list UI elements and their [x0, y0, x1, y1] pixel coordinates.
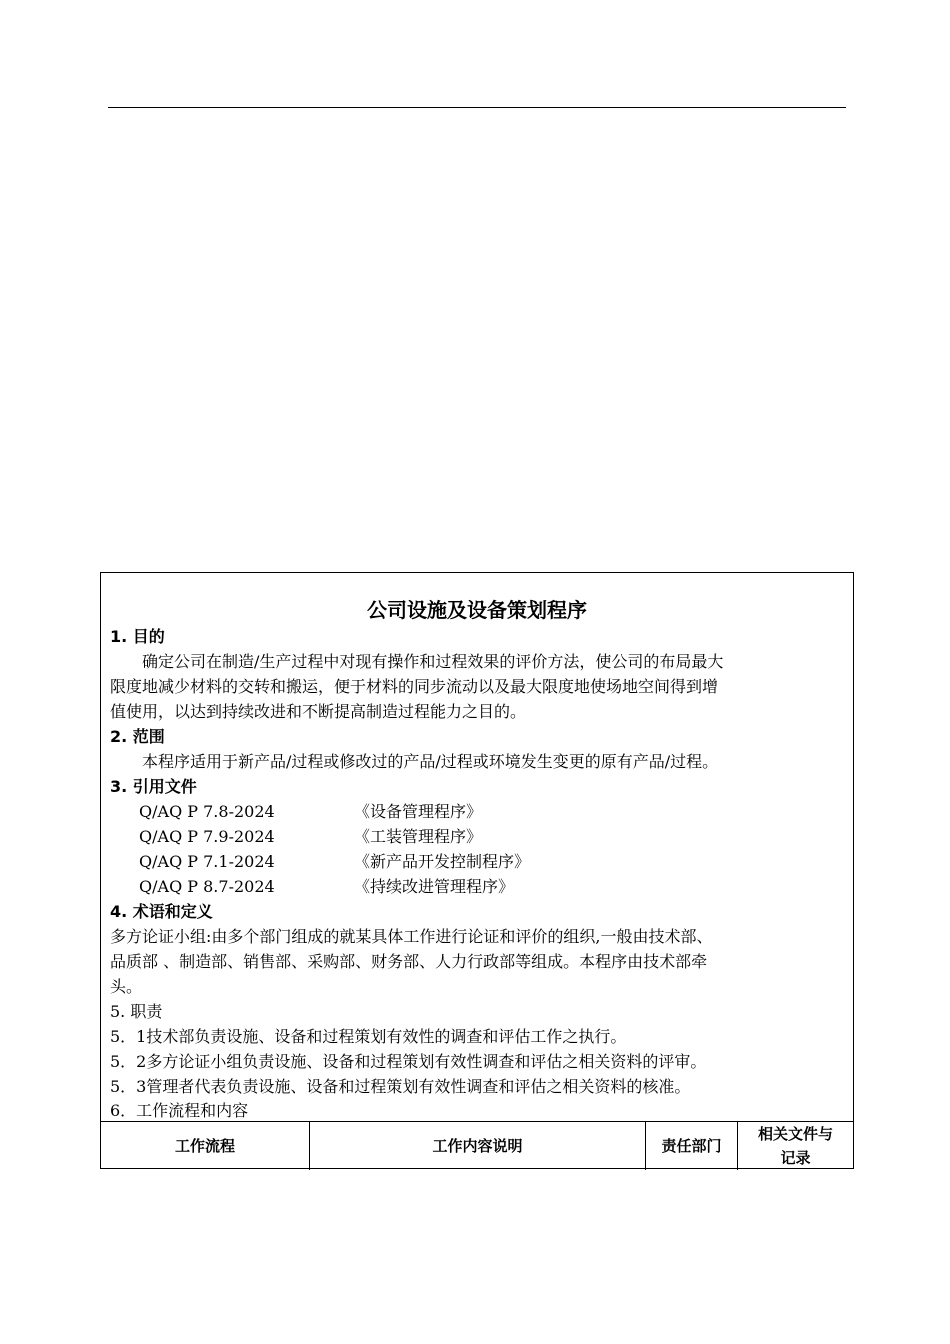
purpose-heading: 1. 目的	[110, 627, 165, 646]
header-rule	[108, 107, 846, 108]
terms-heading: 4. 术语和定义	[110, 902, 213, 921]
reference-code: Q/AQ P 8.7-2024	[139, 877, 275, 896]
terms-line-3: 头。	[110, 977, 143, 996]
references-heading: 3. 引用文件	[110, 777, 197, 796]
procedure-document	[100, 572, 854, 1169]
duty-item: 5．2多方论证小组负责设施、设备和过程策划有效性调查和评估之相关资料的评审。	[110, 1052, 707, 1071]
terms-line-1: 多方论证小组:由多个部门组成的就某具体工作进行论证和评价的组织,一般由技术部、	[110, 927, 713, 946]
reference-name: 《工装管理程序》	[354, 827, 483, 846]
column-header-content: 工作内容说明	[310, 1122, 646, 1170]
column-header-records: 相关文件与 记录	[757, 1125, 833, 1167]
reference-code: Q/AQ P 7.1-2024	[139, 852, 275, 871]
document-title: 公司设施及设备策划程序	[367, 598, 587, 622]
purpose-line-3: 值使用，以达到持续改进和不断提高制造过程能力之目的。	[110, 702, 527, 721]
reference-name: 《新产品开发控制程序》	[354, 852, 531, 871]
column-header-department: 责任部门	[646, 1122, 738, 1170]
reference-code: Q/AQ P 7.9-2024	[139, 827, 275, 846]
duty-item: 5．1技术部负责设施、设备和过程策划有效性的调查和评估工作之执行。	[110, 1027, 627, 1046]
reference-name: 《持续改进管理程序》	[354, 877, 515, 896]
duty-item: 5．3管理者代表负责设施、设备和过程策划有效性调查和评估之相关资料的核准。	[110, 1077, 691, 1096]
terms-line-2: 品质部 、制造部、销售部、采购部、财务部、人力行政部等组成。本程序由技术部牵	[110, 952, 708, 971]
reference-code: Q/AQ P 7.8-2024	[139, 802, 275, 821]
workflow-heading: 6．工作流程和内容	[110, 1101, 249, 1120]
scope-text: 本程序适用于新产品/过程或修改过的产品/过程或环境发生变更的原有产品/过程。	[142, 752, 719, 771]
duties-heading: 5. 职责	[110, 1002, 163, 1021]
purpose-line-2: 限度地减少材料的交转和搬运，便于材料的同步流动以及最大限度地使场地空间得到增	[110, 677, 719, 696]
workflow-table-header	[101, 1121, 853, 1170]
purpose-line-1: 确定公司在制造/生产过程中对现有操作和过程效果的评价方法，使公司的布局最大	[142, 652, 724, 671]
reference-name: 《设备管理程序》	[354, 802, 483, 821]
column-header-workflow: 工作流程	[101, 1122, 310, 1170]
scope-heading: 2. 范围	[110, 727, 165, 746]
